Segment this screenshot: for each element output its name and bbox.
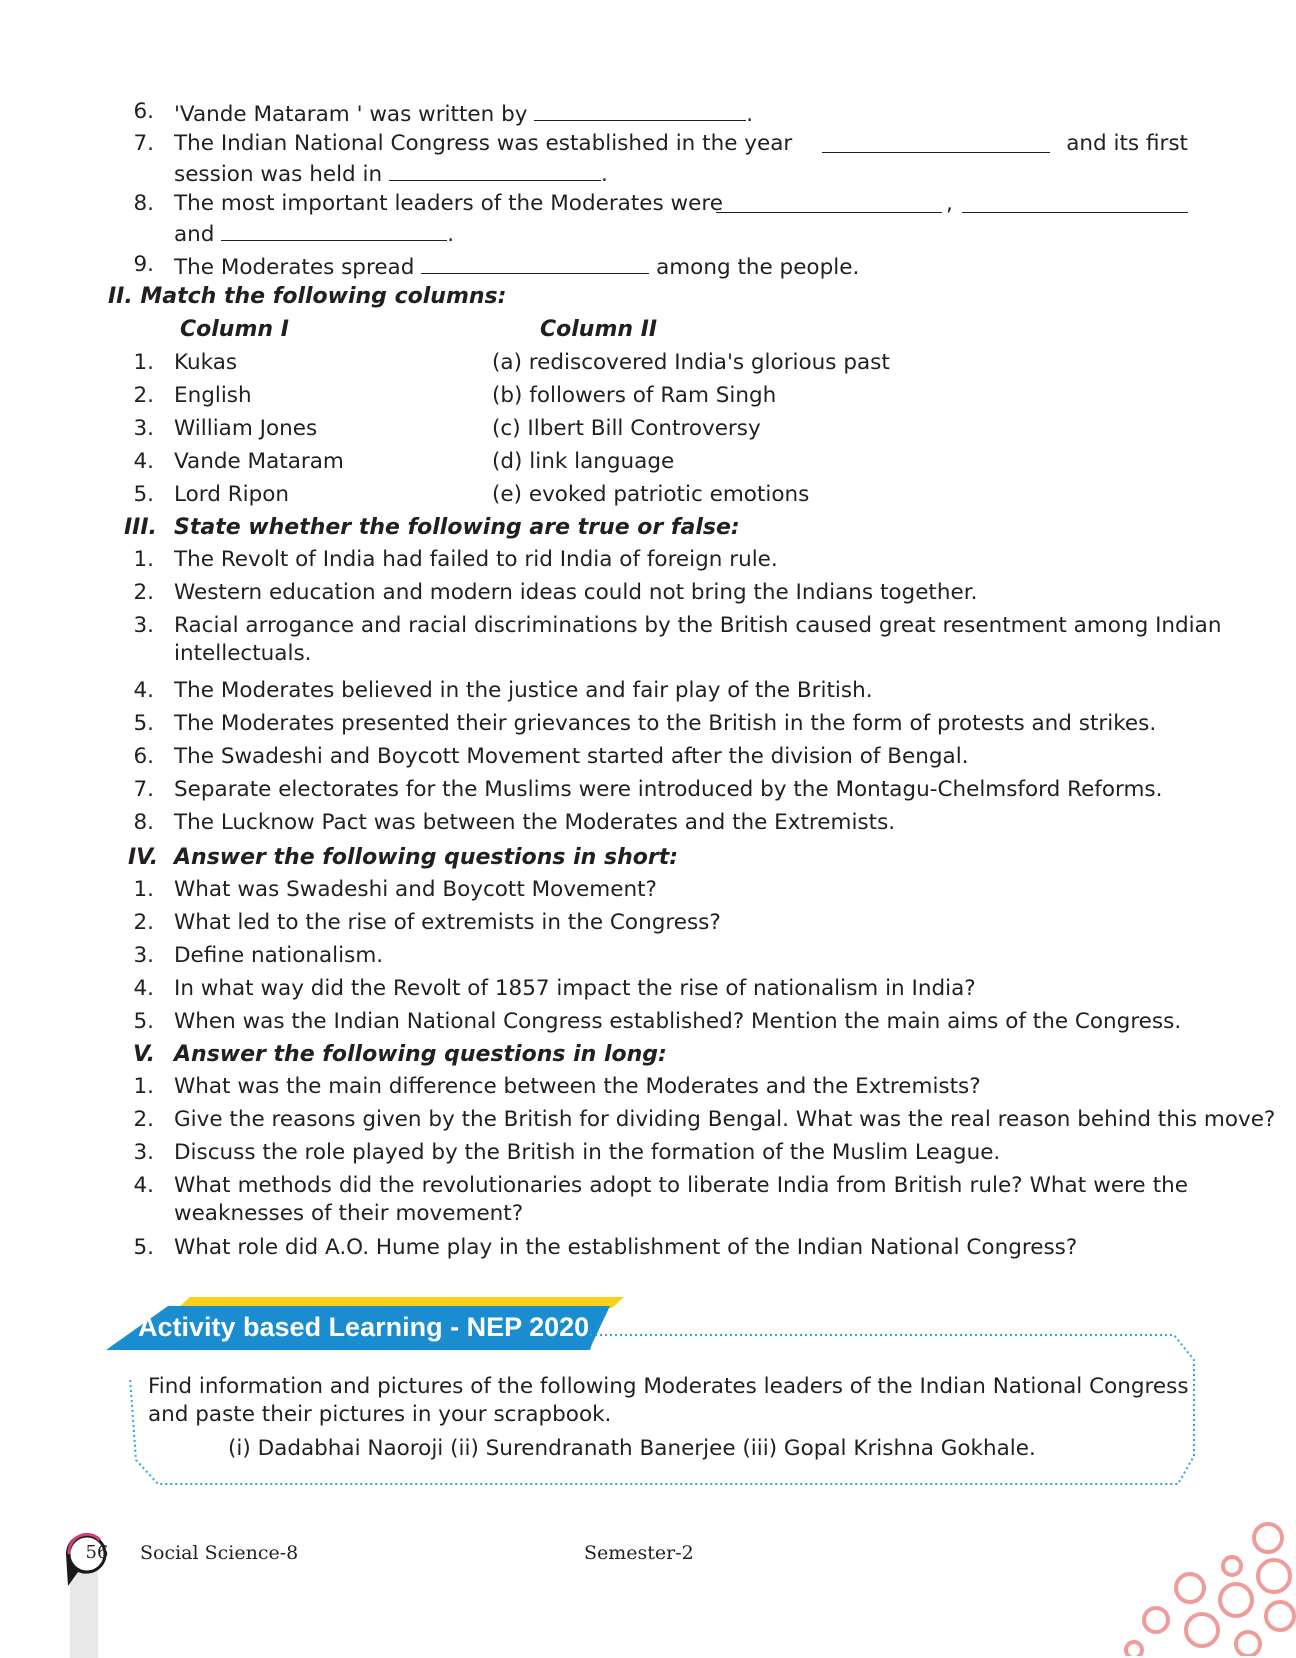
match-right-item: (c) Ilbert Bill Controversy (492, 416, 761, 441)
item-number: 2. (133, 580, 154, 605)
item-number: 4. (133, 678, 154, 703)
section-roman: IV. (128, 845, 159, 870)
footer-stripe (70, 1568, 98, 1658)
item-text: What was the main difference between the Moderates and the Extremists? (174, 1074, 981, 1099)
item-number: 4. (133, 976, 154, 1001)
activity-text-line-2: and paste their pictures in your scrapbook. (148, 1402, 612, 1427)
item-text: In what way did the Revolt of 1857 impact the rise of nationalism in India? (174, 976, 976, 1001)
decor-circle (1258, 1560, 1290, 1592)
question-text-end: and its first (1066, 131, 1188, 156)
item-number: 2. (133, 910, 154, 935)
decor-circle (1266, 1602, 1294, 1630)
decorative-circles (1120, 1520, 1296, 1656)
match-right-item: (a) rediscovered India's glorious past (492, 350, 890, 375)
page: 6. 'Vande Mataram ' was written by . 7. The Indian National Congress was established in the year and its first session was held in . 8. The most important leaders of the Moderates were , and . 9. The Moderates spread among the people. II. Match the following columns: Column I Column II 1. Kukas (a) rediscovered India's glorious past 2. English (b) followers of Ram Singh 3. William Jones (c) Ilbert Bill Controversy 4. Vande Mataram (d) link language 5. Lord Ripon (e) evoked patriotic emotions III. State whether the following are true or false: 1. The Revolt of India had failed to rid India of foreign rule. 2. Western education and modern ideas could not bring the Indians together. 3. Racial arrogance and racial discriminations by the British caused great resentment among Indian intellectuals. 4. The Moderates believed in the justice and fair play of the British. 5. The Moderates presented their grievances to the British in the form of protests and strikes. 6. The Swadeshi and Boycott Movement started after the division of Bengal. 7. Separate electorates for the Muslims were introduced by the Montagu-Chelmsford Reforms. 8. The Lucknow Pact was between the Moderates and the Extremists. IV. Answer the following questions in short: 1. What was Swadeshi and Boycott Movement? 2. What led to the rise of extremists in the Congress? 3. Define nationalism. 4. In what way did the Revolt of 1857 impact the rise of nationalism in India? 5. When was the Indian National Congress established? Mention the main aims of the Congress. V. Answer the following questions in long: 1. What was the main difference between the Moderates and the Extremists? 2. Give the reasons given by the British for dividing Bengal. What was the real reason behind this move? 3. Discuss the role played by the British in the formation of the Muslim League. 4. What methods did the revolutionaries adopt to liberate India from British rule? What were the weaknesses of their movement? 5. What role did A.O. Hume play in the establishment of the Indian National Congress? Activity based Learning - NEP 2020 Find information and pictures of the following Moderates leaders of the Indian National Congress and paste their pictures in your scrapbook. (i) Dadabhai Naoroji (ii) Surendranath Banerjee (iii) Gopal Krishna Gokhale. 56 Social Science-8 Semester-2 (0, 0, 1296, 1656)
decor-circle (1186, 1614, 1218, 1646)
question-text: The Indian National Congress was established in the year (174, 131, 793, 156)
item-number: 5. (133, 711, 154, 736)
match-left-item: Lord Ripon (174, 482, 290, 507)
item-number: 1. (133, 350, 154, 375)
match-left-item: English (174, 383, 252, 408)
column-2-title: Column II (540, 317, 658, 342)
item-number: 4. (133, 1173, 154, 1198)
item-number: 8. (133, 810, 154, 835)
item-text: Racial arrogance and racial discriminations by the British caused great resentment among Indian (174, 613, 1222, 638)
section-heading-match: II. Match the following columns: (108, 284, 507, 309)
column-1-title: Column I (180, 317, 289, 342)
item-text: Western education and modern ideas could not bring the Indians together. (174, 580, 978, 605)
item-number: 3. (133, 416, 154, 441)
decor-circle (1236, 1632, 1260, 1656)
decor-circle (1220, 1584, 1252, 1616)
item-number: 5. (133, 482, 154, 507)
item-text: Separate electorates for the Muslims were introduced by the Montagu-Chelmsford Reforms. (174, 777, 1163, 802)
section-roman: V. (133, 1042, 155, 1067)
item-number: 3. (133, 613, 154, 638)
item-text: What was Swadeshi and Boycott Movement? (174, 877, 657, 902)
question-number: 8. (133, 191, 154, 216)
item-number: 7. (133, 777, 154, 802)
item-number: 5. (133, 1009, 154, 1034)
question-number: 6. (133, 99, 154, 124)
activity-text-line-3: (i) Dadabhai Naoroji (ii) Surendranath Banerjee (iii) Gopal Krishna Gokhale. (228, 1436, 1036, 1461)
item-text: The Lucknow Pact was between the Moderates and the Extremists. (174, 810, 896, 835)
decor-circle (1254, 1524, 1282, 1552)
item-text: Define nationalism. (174, 943, 384, 968)
item-number: 1. (133, 877, 154, 902)
section-title: Answer the following questions in long: (174, 1042, 667, 1067)
item-text: The Moderates believed in the justice and fair play of the British. (174, 678, 873, 703)
item-number: 3. (133, 943, 154, 968)
item-number: 5. (133, 1235, 154, 1260)
item-text-line-2: weaknesses of their movement? (174, 1201, 524, 1226)
item-text: Give the reasons given by the British for dividing Bengal. What was the real reason behind this move? (174, 1107, 1276, 1132)
item-text-line-2: intellectuals. (174, 641, 312, 666)
item-number: 2. (133, 1107, 154, 1132)
item-text: When was the Indian National Congress established? Mention the main aims of the Congress. (174, 1009, 1182, 1034)
item-text: The Swadeshi and Boycott Movement started after the division of Bengal. (174, 744, 969, 769)
semester-label: Semester-2 (584, 1542, 694, 1564)
section-roman: III. (124, 515, 157, 540)
page-number: 56 (85, 1542, 109, 1563)
match-left-item: Vande Mataram (174, 449, 344, 474)
question-number: 7. (133, 131, 154, 156)
item-number: 3. (133, 1140, 154, 1165)
section-title: Answer the following questions in short: (174, 845, 679, 870)
match-left-item: William Jones (174, 416, 318, 441)
item-number: 1. (133, 1074, 154, 1099)
item-number: 4. (133, 449, 154, 474)
item-number: 1. (133, 547, 154, 572)
decor-circle (1126, 1642, 1142, 1656)
section-title: State whether the following are true or false: (174, 515, 740, 540)
decor-circle (1176, 1574, 1204, 1602)
item-text: What methods did the revolutionaries adopt to liberate India from British rule? What were the (174, 1173, 1188, 1198)
decor-circle (1223, 1557, 1241, 1575)
item-text: What role did A.O. Hume play in the establishment of the Indian National Congress? (174, 1235, 1078, 1260)
question-text: 'Vande Mataram ' was written by . (174, 98, 753, 129)
item-text: The Moderates presented their grievances to the British in the form of protests and strikes. (174, 711, 1157, 736)
item-number: 2. (133, 383, 154, 408)
match-right-item: (b) followers of Ram Singh (492, 383, 777, 408)
activity-text-line-1: Find information and pictures of the following Moderates leaders of the Indian National Congress (148, 1374, 1189, 1399)
match-left-item: Kukas (174, 350, 238, 375)
match-right-item: (e) evoked patriotic emotions (492, 482, 810, 507)
question-number: 9. (133, 252, 154, 277)
item-number: 6. (133, 744, 154, 769)
question-text: The most important leaders of the Moderates were (174, 191, 723, 216)
activity-title: Activity based Learning - NEP 2020 (138, 1312, 590, 1342)
item-text: What led to the rise of extremists in the Congress? (174, 910, 721, 935)
match-right-item: (d) link language (492, 449, 675, 474)
decor-circle (1144, 1608, 1168, 1632)
item-text: Discuss the role played by the British in the formation of the Muslim League. (174, 1140, 1001, 1165)
item-text: The Revolt of India had failed to rid India of foreign rule. (174, 547, 778, 572)
book-title: Social Science-8 (140, 1542, 299, 1564)
